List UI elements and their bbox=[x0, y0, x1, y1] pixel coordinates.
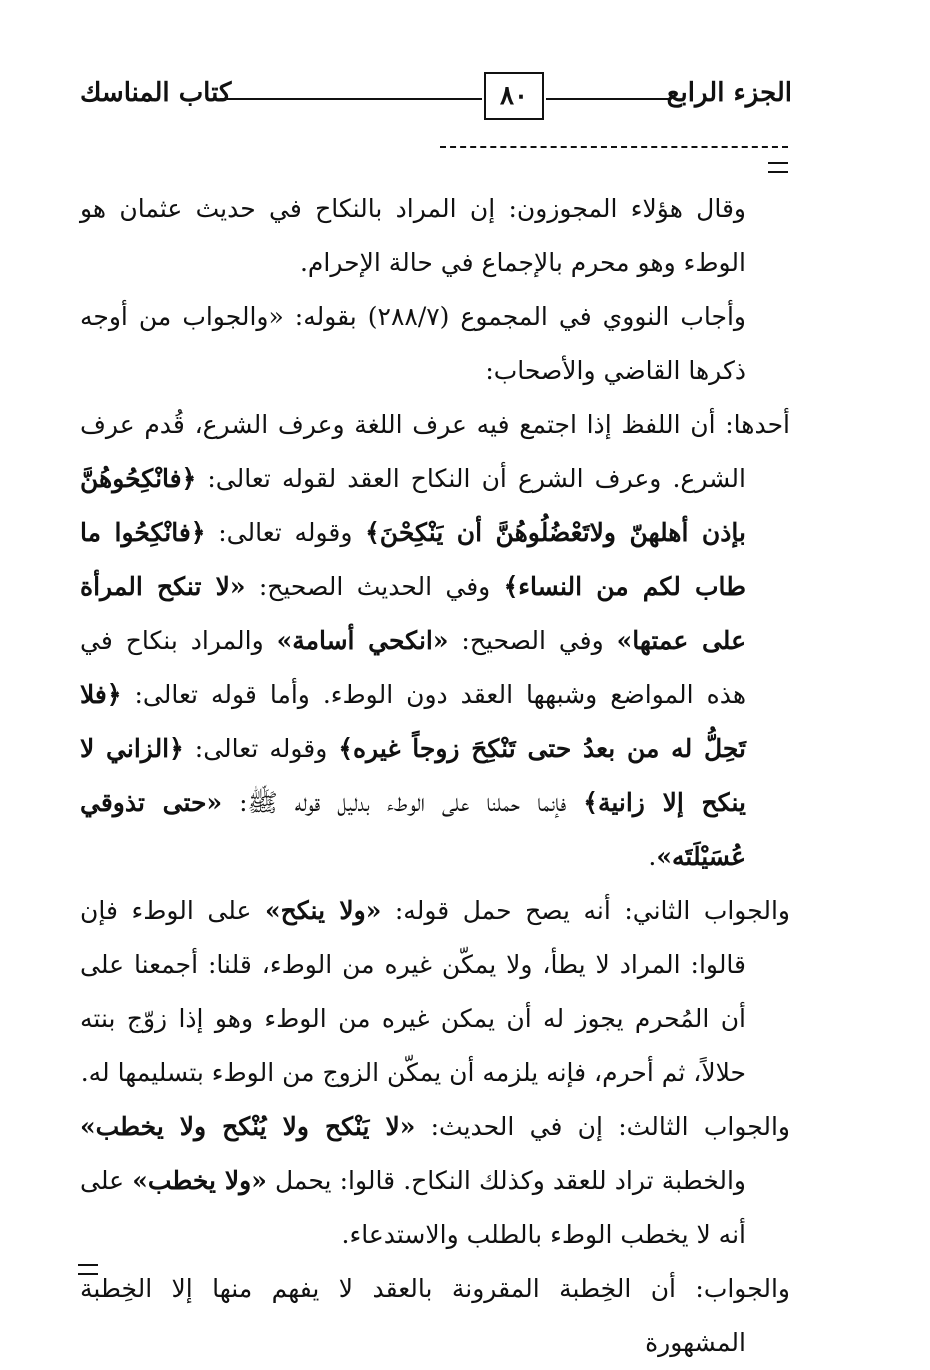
page-number-box: ٨٠ bbox=[484, 72, 544, 120]
dashed-separator bbox=[440, 146, 788, 148]
hadith-quote: «ولا ينكح» bbox=[264, 896, 382, 925]
text-segment: . bbox=[648, 842, 657, 871]
text-segment: والخطبة تراد للعقد وكذلك النكاح. قالوا: يحمل bbox=[266, 1166, 746, 1195]
paragraph-6-line-1: والجواب: أن الخِطبة المقرونة بالعقد لا يفهم منها إلا الخِطبة المشهورة bbox=[80, 1274, 790, 1357]
hadith-quote: «لا يَنْكح ولا يُنْكح ولا يخطب» bbox=[80, 1112, 416, 1141]
text-segment: وفي الصحيح: bbox=[448, 626, 617, 655]
page-body bbox=[80, 182, 790, 1370]
paragraph-2 bbox=[80, 290, 790, 398]
paragraph-6 bbox=[80, 1262, 790, 1370]
text-segment: وقوله تعالى: bbox=[183, 734, 339, 763]
hadith-quote: «ولا يخطب» bbox=[132, 1166, 267, 1195]
paragraph-2-line-2: القاضي والأصحاب: bbox=[485, 356, 681, 385]
volume-title: الجزء الرابع bbox=[666, 78, 792, 108]
hadith-quote: «حتى تذوقي عُسَيْلَتَه» bbox=[80, 788, 746, 871]
quran-quote: ﴿فانْكِحُوهُنَّ بإذن أهلهنّ ولاتَعْضُلُوهُنَّ أن يَنْكِحْنَ﴾ bbox=[80, 464, 746, 547]
paragraph-1 bbox=[80, 182, 790, 290]
text-segment: على أنه لا يخطب الوطء بالطلب والاستدعاء. bbox=[80, 1166, 746, 1249]
text-segment: وفي الحديث الصحيح: bbox=[245, 572, 504, 601]
paragraph-4 bbox=[80, 884, 790, 1100]
text-segment: والجواب الثالث: إن في الحديث: bbox=[415, 1112, 791, 1141]
text-segment: والمراد بنكاح في هذه المواضع وشبهها العقد دون الوطء. وأما قوله تعالى: bbox=[80, 626, 746, 709]
book-title: كتاب المناسك bbox=[80, 78, 232, 108]
quran-quote: ﴿فلا تَحِلُّ له من بعدُ حتى تَنْكِحَ زوجاً غيره﴾ bbox=[80, 680, 746, 763]
paragraph-5 bbox=[80, 1100, 790, 1262]
text-segment: فإنما حملنا على الوطء بدليل قوله ﷺ: bbox=[222, 788, 584, 817]
header-rule-left bbox=[220, 98, 482, 100]
text-segment: على الوطء فإن قالوا: المراد لا يطأ، ولا يمكّن غيره من الوطء، قلنا: أجمعنا على أن المُحرم يجوز له أن يمكن غيره من الوطء وهو إذا زوّج بنته حلالاً، ثم أحرم، فإنه يلزمه أن يمكّن الزوج من الوطء بتسليمها له. bbox=[80, 896, 746, 1087]
page-header bbox=[80, 72, 792, 128]
paragraph-3 bbox=[80, 398, 790, 884]
quran-quote: ﴿الزاني لا ينكح إلا زانية﴾ bbox=[80, 734, 746, 817]
hadith-quote: «انكحي أسامة» bbox=[276, 626, 449, 655]
paragraph-1-line-2: محرم بالإجماع في حالة الإحرام. bbox=[299, 248, 630, 277]
paragraph-2-line-1: وأجاب النووي في المجموع (٢٨٨/٧) بقوله: «والجواب من أوجه ذكرها bbox=[80, 302, 746, 385]
text-segment: أحدها: أن اللفظ إذا اجتمع فيه عرف اللغة وعرف الشرع، قُدم عرف الشرع. وعرف الشرع أن النكاح العقد لقوله تعالى: bbox=[80, 410, 790, 493]
equals-mark-top bbox=[768, 162, 788, 173]
text-segment: وقوله تعالى: bbox=[205, 518, 366, 547]
paragraph-1-line-1: وقال هؤلاء المجوزون: إن المراد بالنكاح في حديث عثمان هو الوطء وهو bbox=[80, 194, 746, 277]
text-segment: والجواب الثاني: أنه يصح حمل قوله: bbox=[381, 896, 790, 925]
header-rule-right bbox=[546, 98, 670, 100]
hadith-quote: «لا تنكح المرأة على عمتها» bbox=[80, 572, 746, 655]
quran-quote: ﴿فانْكِحُوا ما طاب لكم من النساء﴾ bbox=[80, 518, 747, 601]
equals-mark-bottom bbox=[78, 1264, 98, 1275]
